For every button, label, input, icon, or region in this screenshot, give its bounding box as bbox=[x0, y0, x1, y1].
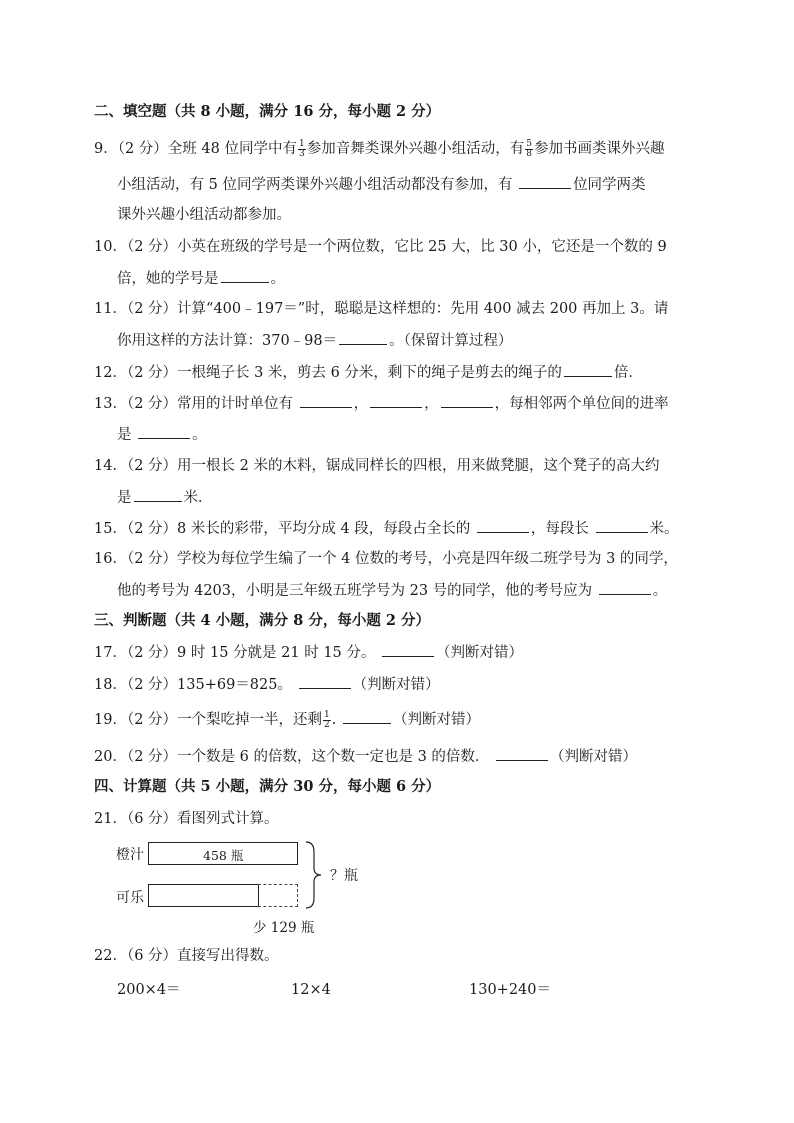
question-bottles: ？瓶 bbox=[330, 868, 358, 884]
question-11-line-2 bbox=[117, 330, 512, 351]
answer-blank[interactable] bbox=[519, 174, 571, 189]
q15-text-a: 15．（2 分）8 米长的彩带，平均分成 4 段，每段占全长的 bbox=[94, 521, 471, 537]
fraction-five-eighths: $\frac{5}{8}$ bbox=[526, 138, 532, 159]
q13-text-b: ，每相邻两个单位间的进率 bbox=[494, 396, 669, 412]
q14-text-b: 米． bbox=[183, 490, 213, 506]
question-15 bbox=[94, 518, 679, 539]
q11-text-a: 你用这样的方法计算：370﹣98＝ bbox=[117, 333, 338, 349]
answer-blank[interactable] bbox=[382, 642, 434, 657]
answer-blank[interactable] bbox=[477, 518, 529, 533]
answer-blank[interactable] bbox=[343, 709, 391, 724]
q9-text-a: 9．（2 分）全班 48 位同学中有 bbox=[94, 141, 297, 157]
question-13-line-2 bbox=[117, 424, 207, 445]
q16-text-a: 他的考号为 4203，小明是三年级五班学号为 23 号的同学，他的考号应为 bbox=[117, 583, 593, 599]
question-10-line-1: 10．（2 分）小英在班级的学号是一个两位数，它比 25 大，比 30 小，它还是一个数的 9 bbox=[94, 239, 667, 255]
curly-brace-icon bbox=[304, 840, 324, 910]
answer-blank[interactable] bbox=[221, 268, 269, 283]
question-22-title: 22．（6 分）直接写出得数。 bbox=[94, 948, 279, 964]
answer-blank[interactable] bbox=[564, 362, 612, 377]
question-16-line-1: 16．（2 分）学校为每位学生编了一个 4 位数的考号，小亮是四年级二班学号为 3 的同学， bbox=[94, 551, 678, 567]
question-19 bbox=[94, 709, 480, 730]
q18-text-b: （判断对错） bbox=[352, 677, 440, 693]
q9-text-l2a: 小组活动，有 5 位同学两类课外兴趣小组活动都没有参加，有 bbox=[117, 177, 513, 193]
q17-text-b: （判断对错） bbox=[436, 645, 523, 661]
question-9-line-2 bbox=[117, 174, 646, 195]
q11-text-b: 。（保留计算过程） bbox=[389, 333, 513, 349]
section-title-true-false: 三、判断题（共 4 小题，满分 8 分，每小题 2 分） bbox=[94, 612, 431, 629]
question-10-line-2 bbox=[117, 268, 285, 289]
q12-text-a: 12．（2 分）一根绳子长 3 米，剪去 6 分米，剩下的绳子是剪去的绳子的 bbox=[94, 365, 562, 381]
difference-label: 少 129 瓶 bbox=[253, 920, 315, 936]
q20-text-a: 20．（2 分）一个数是 6 的倍数，这个数一定也是 3 的倍数． bbox=[94, 749, 490, 765]
question-14-line-2 bbox=[117, 487, 213, 508]
label-cola: 可乐 bbox=[116, 890, 144, 906]
q13-sep: ， bbox=[353, 396, 369, 412]
answer-blank[interactable] bbox=[496, 746, 548, 761]
question-11-line-1: 11．（2 分）计算“400﹣197＝”时，聪聪是这样想的：先用 400 减去 200 再加上 3。请 bbox=[94, 301, 669, 317]
section-title-fill-blank: 二、填空题（共 8 小题，满分 16 分，每小题 2 分） bbox=[94, 103, 441, 120]
question-17 bbox=[94, 642, 523, 663]
label-orange-juice: 橙汁 bbox=[116, 847, 144, 863]
question-18 bbox=[94, 674, 440, 695]
answer-blank[interactable] bbox=[339, 330, 387, 345]
q10-text-b: 。 bbox=[270, 271, 285, 287]
expression-3: 130+240＝ bbox=[469, 982, 552, 998]
expression-1: 200×4＝ bbox=[117, 982, 181, 998]
question-21-title: 21．（6 分）看图列式计算。 bbox=[94, 811, 279, 827]
q10-text-a: 倍，她的学号是 bbox=[117, 271, 219, 287]
q20-text-b: （判断对错） bbox=[550, 749, 638, 765]
bar-cola bbox=[148, 884, 259, 907]
q9-text-b: 参加音舞类课外兴趣小组活动，有 bbox=[306, 141, 525, 157]
answer-blank[interactable] bbox=[370, 393, 422, 408]
fraction-one-half: $\frac{1}{2}$ bbox=[324, 709, 330, 730]
q16-text-b: 。 bbox=[652, 583, 668, 599]
section-title-calculation: 四、计算题（共 5 小题，满分 30 分，每小题 6 分） bbox=[94, 778, 441, 795]
q12-text-b: 倍． bbox=[613, 365, 643, 381]
q17-text-a: 17．（2 分）9 时 15 分就是 21 时 15 分。 bbox=[94, 645, 376, 661]
q9-text-l2b: 位同学两类 bbox=[573, 177, 646, 193]
question-9-line-1 bbox=[94, 139, 664, 159]
answer-blank[interactable] bbox=[596, 518, 648, 533]
bar-orange-juice-label: 458 瓶 bbox=[203, 848, 244, 863]
q15-text-c: 米。 bbox=[649, 521, 679, 537]
fraction-one-third: $\frac{1}{3}$ bbox=[298, 138, 305, 159]
answer-blank[interactable] bbox=[599, 580, 651, 595]
answer-blank[interactable] bbox=[441, 393, 493, 408]
answer-blank[interactable] bbox=[138, 424, 190, 439]
q13-text-l2b: 。 bbox=[192, 427, 207, 443]
question-20 bbox=[94, 746, 637, 767]
expression-2: 12×4 bbox=[291, 982, 331, 998]
answer-blank[interactable] bbox=[134, 487, 182, 502]
bar-diagram bbox=[114, 838, 414, 938]
q15-text-b: ，每段长 bbox=[530, 521, 589, 537]
question-9-line-3: 课外兴趣小组活动都参加。 bbox=[117, 207, 291, 223]
q19-text-b: . bbox=[331, 712, 337, 728]
q19-text-c: （判断对错） bbox=[393, 712, 480, 728]
q13-text-l2a: 是 bbox=[117, 427, 132, 443]
question-12 bbox=[94, 362, 643, 383]
bar-cola-dashed-portion bbox=[258, 884, 298, 907]
q19-text-a: 19．（2 分）一个梨吃掉一半，还剩 bbox=[94, 712, 323, 728]
q13-sep: ， bbox=[424, 396, 439, 412]
question-14-line-1: 14．（2 分）用一根长 2 米的木料，锯成同样长的四根，用来做凳腿，这个凳子的高大约 bbox=[94, 458, 660, 474]
q14-text-a: 是 bbox=[117, 490, 132, 506]
answer-blank[interactable] bbox=[299, 674, 351, 689]
q13-text-a: 13．（2 分）常用的计时单位有 bbox=[94, 396, 294, 412]
answer-blank[interactable] bbox=[300, 393, 352, 408]
q18-text-a: 18．（2 分）135+69＝825。 bbox=[94, 677, 292, 693]
question-13-line-1 bbox=[94, 393, 669, 414]
q9-text-c: 参加书画类课外兴趣 bbox=[533, 141, 665, 157]
question-16-line-2 bbox=[117, 580, 667, 601]
